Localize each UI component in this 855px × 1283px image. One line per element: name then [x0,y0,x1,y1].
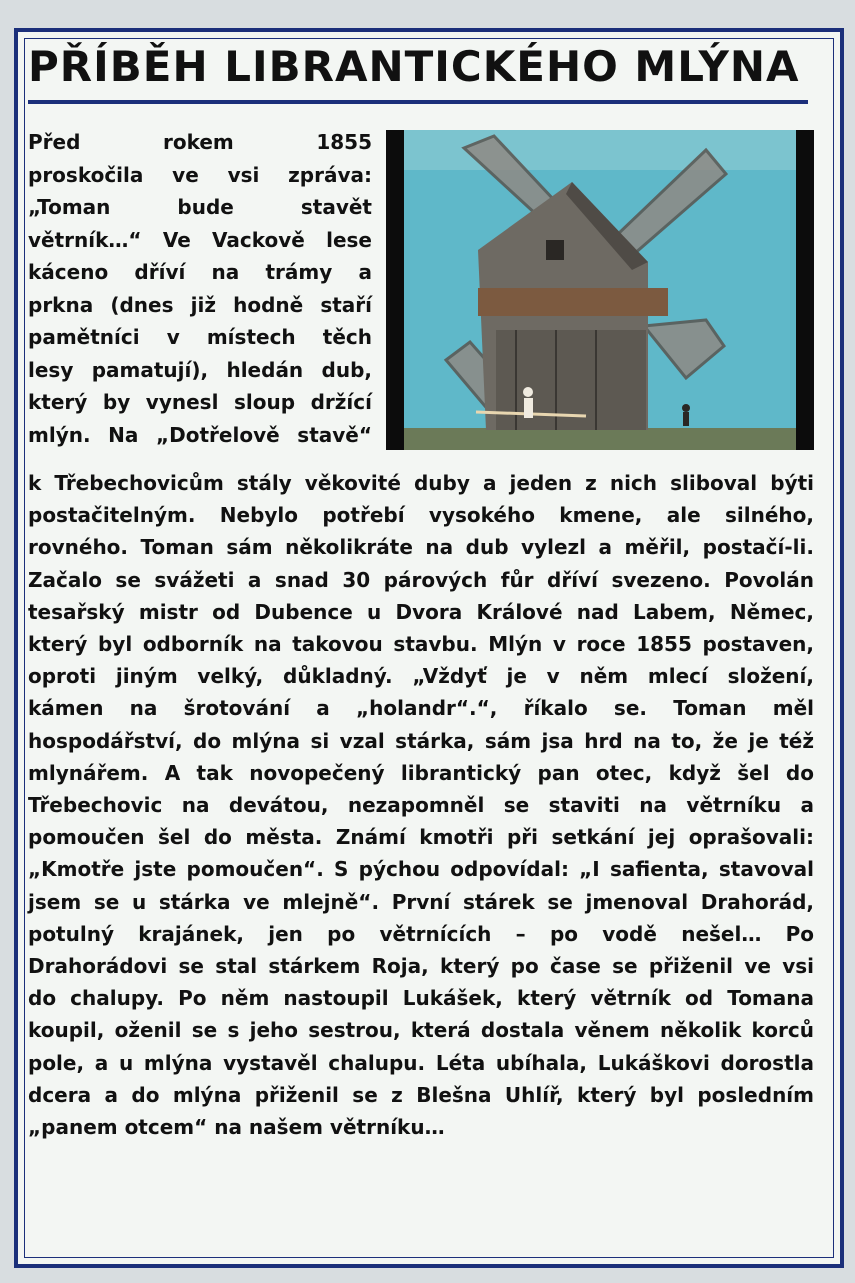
text-line: kámen na šrotování a „holandr“.“, říkalo se. Toman měl [28,696,814,721]
text-line: Začalo se svážeti a snad 30 párových fůr dříví svezeno. Povolán [28,567,814,592]
board-title: PŘÍBĚH LIBRANTICKÉHO MLÝNA [28,42,800,91]
text-line: k Třebechovicům stály věkovité duby a jeden z nich sliboval býti [28,471,814,495]
text-line: pomoučen šel do města. Známí kmotři při setkání jej oprašovali: [28,825,814,850]
text-line: Před rokem 1855 [28,130,372,154]
text-line: Třebechovic na devátou, nezapomněl se staviti na větrníku a [28,793,814,818]
text-line: větrník…“ Ve Vackově lese [28,227,372,252]
text-line: lesy pamatují), hledán dub, [28,357,372,382]
text-line: postačitelným. Nebylo potřebí vysokého kmene, ale silného, [28,503,814,528]
text-line: „Kmotře jste pomoučen“. S pýchou odpovídal: „I safienta, stavoval [28,857,814,882]
text-line: káceno dříví na trámy a [28,260,372,284]
text-line: potulný krajánek, jen po větrnících – po vodě nešel… Po [28,921,814,946]
text-line: oproti jiným velký, důkladný. „Vždyť je v něm mlecí složení, [28,664,814,689]
text-line: jsem se u stárka ve mlejně“. První stárek se jmenoval Drahorád, [28,889,814,914]
text-line: „panem otcem“ na našem větrníku… [28,1115,445,1140]
title-underline [28,100,808,104]
text-line: rovného. Toman sám několikráte na dub vylezl a měřil, postačí-li. [28,535,814,560]
text-line: mlýn. Na „Dotřelově stavě“ [28,422,372,447]
ground [404,428,796,450]
text-line: do chalupy. Po něm nastoupil Lukášek, který větrník od Tomana [28,986,814,1011]
text-line: „Toman bude stavět [28,195,372,219]
text-line: pamětníci v místech těch [28,325,372,349]
windmill-photo [386,130,814,450]
text-line: který byl odborník na takovou stavbu. Mlýn v roce 1855 postaven, [28,632,814,657]
text-line: pole, a u mlýna vystavěl chalupu. Léta ubíhala, Lukáškovi dorostla [28,1050,814,1075]
windmill-illustration [386,130,814,450]
text-line: který by vynesl sloup držící [28,390,372,414]
text-line: proskočila ve vsi zpráva: [28,162,372,187]
text-line: mlynářem. A tak novopečený librantický pan otec, když šel do [28,760,814,785]
text-line: tesařský mistr od Dubence u Dvora Králové nad Labem, Němec, [28,599,814,624]
text-line: Drahorádovi se stal stárkem Roja, který po čase se přiženil ve vsi [28,954,814,979]
story-text-main [28,467,814,1143]
text-line: dcera a do mlýna přiženil se z Blešna Uhlíř, který byl posledním [28,1082,814,1107]
text-line: hospodářství, do mlýna si vzal stárka, sám jsa hrd na to, že je též [28,728,814,753]
text-line: koupil, oženil se s jeho sestrou, která dostala věnem několik korců [28,1018,814,1043]
story-text-intro [28,126,372,451]
text-line: prkna (dnes již hodně staří [28,292,372,317]
